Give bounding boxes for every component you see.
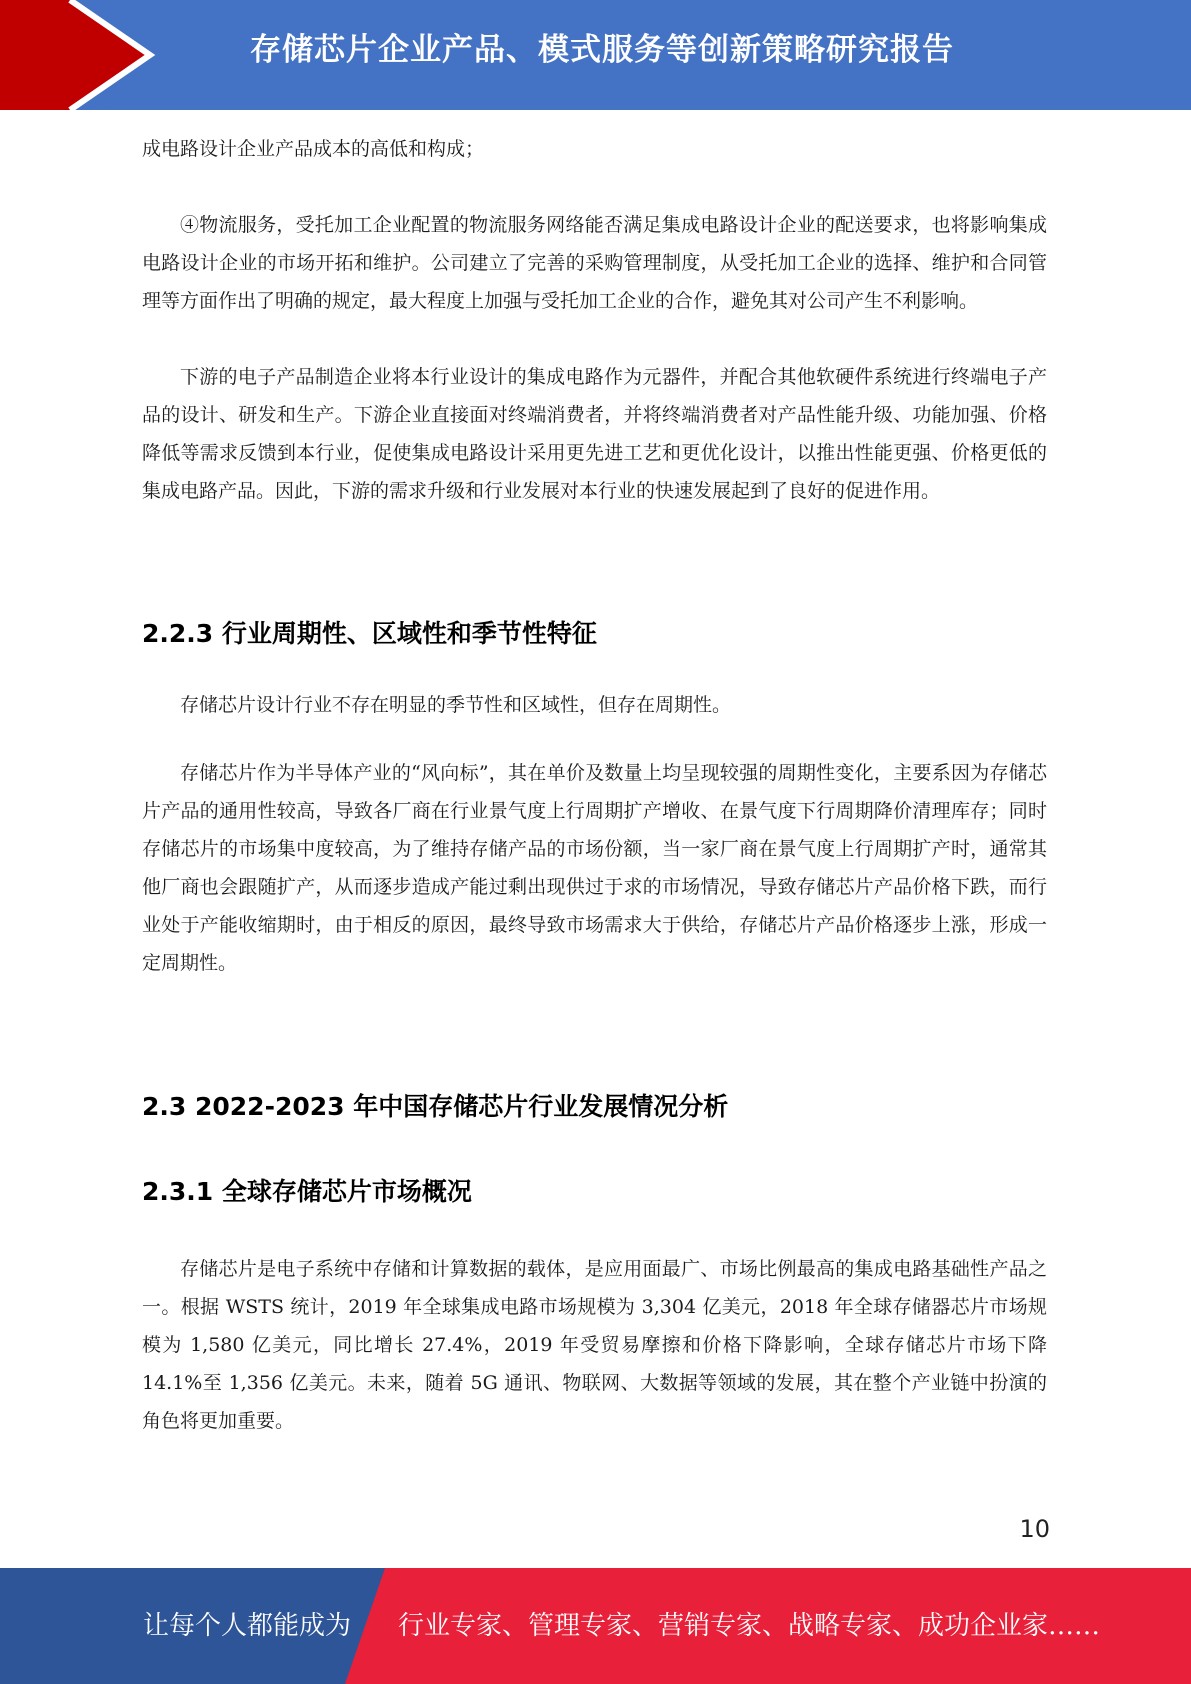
paragraph: 存储芯片设计行业不存在明显的季节性和区域性，但存在周期性。 — [180, 694, 732, 716]
footer-banner — [0, 1568, 1191, 1684]
footer-slogan-right: 行业专家、管理专家、营销专家、战略专家、成功企业家…… — [398, 1611, 1101, 1641]
section-heading-2-3-1: 2.3.1 全球存储芯片市场概况 — [142, 1177, 472, 1206]
paragraph: ④物流服务，受托加工企业配置的物流服务网络能否满足集成电路设计企业的配送要求，也将影响集成电路设计企业的市场开拓和维护。公司建立了完善的采购管理制度，从受托加工企业的选择、维护和合同管理等方面作出了明确的规定，最大程度上加强与受托加工企业的合作，避免其对公司产生不利影响。 — [142, 214, 1047, 312]
footer-slogan-left: 让每个人都能成为 — [143, 1611, 352, 1641]
paragraph: 下游的电子产品制造企业将本行业设计的集成电路作为元器件，并配合其他软硬件系统进行终端电子产品的设计、研发和生产。下游企业直接面对终端消费者，并将终端消费者对产品性能升级、功能加强、价格降低等需求反馈到本行业，促使集成电路设计采用更先进工艺和更优化设计，以推出性能更强、价格更低的集成电路产品。因此，下游的需求升级和行业发展对本行业的快速发展起到了良好的促进作用。 — [142, 366, 1047, 502]
paragraph: 存储芯片作为半导体产业的“风向标”，其在单价及数量上均呈现较强的周期性变化，主要系因为存储芯片产品的通用性较高，导致各厂商在行业景气度上行周期扩产增收、在景气度下行周期降价清理库存；同时存储芯片的市场集中度较高，为了维持存储产品的市场份额，当一家厂商在景气度上行周期扩产时，通常其他厂商也会跟随扩产，从而逐步造成产能过剩出现供过于求的市场情况，导致存储芯片产品价格下跌，而行业处于产能收缩期时，由于相反的原因，最终导致市场需求大于供给，存储芯片产品价格逐步上涨，形成一定周期性。 — [142, 762, 1047, 974]
report-title: 存储芯片企业产品、模式服务等创新策略研究报告 — [250, 32, 954, 68]
header-bar — [0, 0, 1191, 110]
section-heading-2-2-3: 2.2.3 行业周期性、区域性和季节性特征 — [142, 619, 597, 648]
paragraph: 成电路设计企业产品成本的高低和构成； — [142, 138, 485, 160]
section-heading-2-3: 2.3 2022-2023 年中国存储芯片行业发展情况分析 — [142, 1092, 729, 1121]
paragraph: 存储芯片是电子系统中存储和计算数据的载体，是应用面最广、市场比例最高的集成电路基础性产品之一。根据 WSTS 统计，2019 年全球集成电路市场规模为 3,304 亿美元，2018 年全球存储器芯片市场规模为 1,580 亿美元，同比增长 27.4%，2019 年受贸易摩擦和价格下降影响，全球存储芯片市场下降 14.1%至 1,356 亿美元。未来，随着 5G 通讯、物联网、大数据等领域的发展，其在整个产业链中扮演的角色将更加重要。 — [142, 1258, 1047, 1432]
document-body — [142, 130, 1047, 1440]
page-number: 10 — [1019, 1515, 1050, 1543]
